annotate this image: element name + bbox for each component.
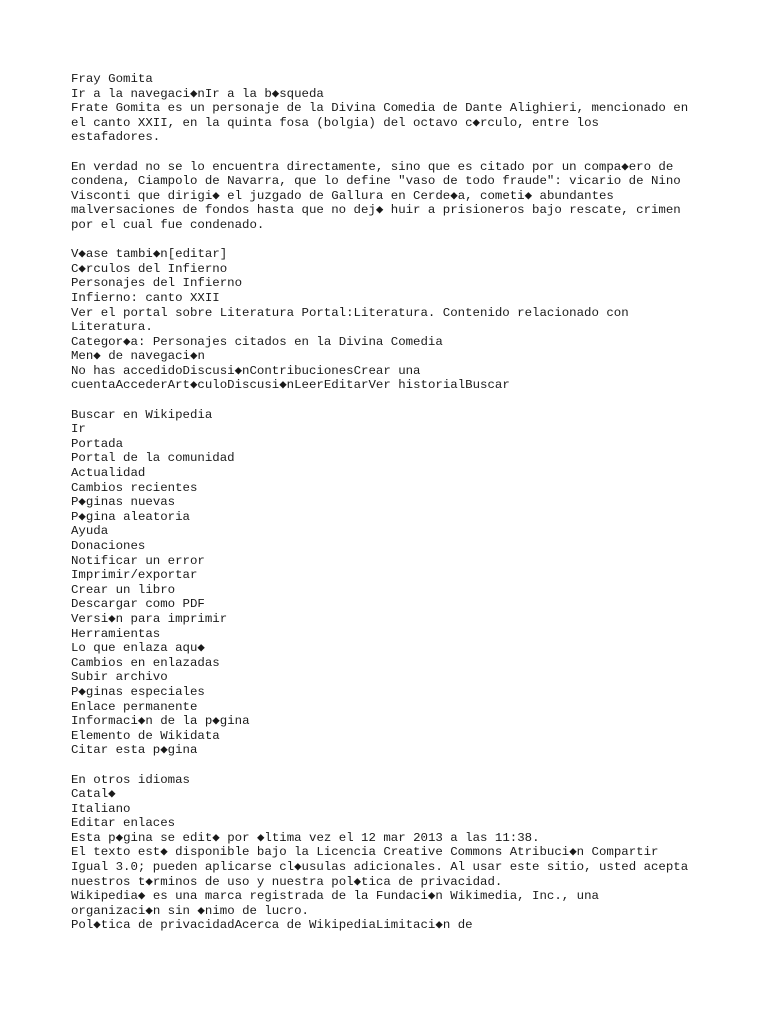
text-line: estafadores.: [71, 130, 161, 145]
nav-portada[interactable]: Portada: [71, 436, 124, 451]
languages-heading: En otros idiomas: [71, 772, 190, 787]
skip-links[interactable]: Ir a la navegaci◆nIr a la b◆squeda: [71, 86, 324, 101]
category-line[interactable]: Categor◆a: Personajes citados en la Divina Comedia: [71, 334, 443, 349]
search-label[interactable]: Buscar en Wikipedia: [71, 407, 213, 422]
text-line: malversaciones de fondos hasta que no dej◆ huir a prisioneros bajo rescate, crimen: [71, 203, 681, 218]
portal-link[interactable]: Ver el portal sobre Literatura Portal:Literatura. Contenido relacionado con: [71, 305, 629, 320]
navigation-menu: [71, 408, 731, 758]
section-heading: V◆ase tambi◆n[editar]: [71, 247, 228, 262]
body-paragraph: [71, 160, 731, 233]
account-links[interactable]: No has accedidoDiscusi◆nContribucionesCrear una: [71, 363, 421, 378]
nav-paginas-especiales[interactable]: P◆ginas especiales: [71, 684, 205, 699]
footer-section: [71, 773, 731, 934]
trademark-text: organizaci◆n sin ◆nimo de lucro.: [71, 903, 309, 918]
nav-pagina-aleatoria[interactable]: P◆gina aleatoria: [71, 509, 190, 524]
go-button[interactable]: Ir: [71, 422, 86, 437]
page-actions[interactable]: cuentaAccederArt◆culoDiscusi◆nLeerEditarVer historialBuscar: [71, 378, 510, 393]
nav-informacion-pagina[interactable]: Informaci◆n de la p◆gina: [71, 714, 250, 729]
nav-imprimir-heading: Imprimir/exportar: [71, 568, 198, 583]
footer-links[interactable]: Pol◆tica de privacidadAcerca de WikipediaLimitaci◆n de: [71, 918, 473, 933]
spacer: [71, 145, 731, 160]
spacer: [71, 758, 731, 773]
see-also-section: [71, 247, 731, 393]
nav-elemento-wikidata[interactable]: Elemento de Wikidata: [71, 728, 220, 743]
nav-lo-que-enlaza[interactable]: Lo que enlaza aqu◆: [71, 641, 205, 656]
license-text: nuestros t◆rminos de uso y nuestra pol◆tica de privacidad.: [71, 874, 503, 889]
nav-version-imprimir[interactable]: Versi◆n para imprimir: [71, 611, 228, 626]
nav-herramientas-heading: Herramientas: [71, 626, 161, 641]
page-title: Fray Gomita: [71, 72, 153, 86]
nav-paginas-nuevas[interactable]: P◆ginas nuevas: [71, 495, 176, 510]
nav-portal-comunidad[interactable]: Portal de la comunidad: [71, 451, 235, 466]
nav-enlace-permanente[interactable]: Enlace permanente: [71, 699, 198, 714]
intro-paragraph: [71, 101, 731, 145]
nav-donaciones[interactable]: Donaciones: [71, 539, 146, 553]
text-line: condena, Ciampolo de Navarra, que lo define "vaso de todo fraude": vicario de Nino: [71, 174, 681, 189]
nav-crear-libro[interactable]: Crear un libro: [71, 582, 176, 597]
lang-italiano[interactable]: Italiano: [71, 801, 131, 816]
text-line: por el cual fue condenado.: [71, 217, 265, 232]
nav-citar-pagina[interactable]: Citar esta p◆gina: [71, 743, 198, 758]
nav-cambios-enlazadas[interactable]: Cambios en enlazadas: [71, 655, 220, 670]
nav-cambios-recientes[interactable]: Cambios recientes: [71, 480, 198, 495]
spacer: [71, 233, 731, 248]
license-text: Igual 3.0; pueden aplicarse cl◆usulas adicionales. Al usar este sitio, usted acepta: [71, 860, 689, 875]
license-text: El texto est◆ disponible bajo la Licencia Creative Commons Atribuci◆n Compartir: [71, 845, 659, 860]
last-edited: Esta p◆gina se edit◆ por ◆ltima vez el 12 mar 2013 a las 11:38.: [71, 830, 540, 845]
text-line: Frate Gomita es un personaje de la Divina Comedia de Dante Alighieri, mencionado en: [71, 101, 689, 116]
link-canto-xxii[interactable]: Infierno: canto XXII: [71, 290, 220, 305]
nav-descargar-pdf[interactable]: Descargar como PDF: [71, 597, 205, 612]
nav-actualidad[interactable]: Actualidad: [71, 466, 146, 481]
lang-catalan[interactable]: Catal◆: [71, 787, 116, 802]
text-line: Visconti que dirigi◆ el juzgado de Gallura en Cerde◆a, cometi◆ abundantes: [71, 188, 614, 203]
nav-ayuda[interactable]: Ayuda: [71, 524, 109, 539]
nav-notificar-error[interactable]: Notificar un error: [71, 553, 205, 568]
portal-link-cont[interactable]: Literatura.: [71, 320, 153, 335]
nav-subir-archivo[interactable]: Subir archivo: [71, 670, 168, 685]
link-circulos[interactable]: C◆rculos del Infierno: [71, 261, 228, 276]
trademark-text: Wikipedia◆ es una marca registrada de la Fundaci◆n Wikimedia, Inc., una: [71, 889, 599, 904]
link-personajes[interactable]: Personajes del Infierno: [71, 276, 243, 291]
edit-links[interactable]: Editar enlaces: [71, 816, 176, 831]
nav-menu-heading: Men◆ de navegaci◆n: [71, 349, 205, 364]
spacer: [71, 393, 731, 408]
text-line: En verdad no se lo encuentra directamente, sino que es citado por un compa◆ero de: [71, 159, 674, 174]
text-line: el canto XXII, en la quinta fosa (bolgia) del octavo c◆rculo, entre los: [71, 115, 599, 130]
